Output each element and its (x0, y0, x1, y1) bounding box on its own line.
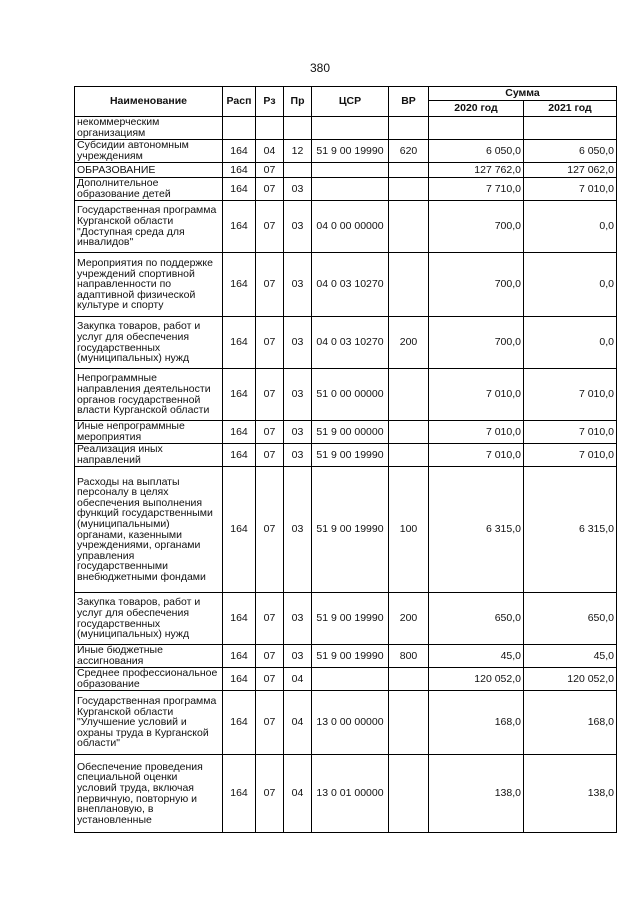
cell-y2020: 7 710,0 (429, 178, 524, 201)
cell-y2021: 7 010,0 (524, 444, 617, 467)
cell-y2020: 7 010,0 (429, 444, 524, 467)
cell-y2021: 0,0 (524, 317, 617, 369)
cell-csr: 04 0 03 10270 (312, 317, 389, 369)
table-row (75, 668, 617, 691)
table-row (75, 369, 617, 421)
cell-csr: 51 9 00 19990 (312, 140, 389, 163)
cell-rz: 07 (256, 593, 284, 645)
cell-y2020: 700,0 (429, 253, 524, 317)
cell-csr (312, 163, 389, 178)
table-row (75, 645, 617, 668)
table-row (75, 117, 617, 140)
table-body (75, 117, 617, 833)
cell-rasp: 164 (223, 444, 256, 467)
cell-y2021: 7 010,0 (524, 369, 617, 421)
header-2021: 2021 год (524, 101, 617, 117)
cell-pr: 12 (284, 140, 312, 163)
cell-vr: 100 (389, 467, 429, 593)
cell-vr: 800 (389, 645, 429, 668)
cell-y2021: 127 062,0 (524, 163, 617, 178)
cell-rz: 07 (256, 691, 284, 755)
cell-y2021: 6 315,0 (524, 467, 617, 593)
cell-y2020: 700,0 (429, 201, 524, 253)
cell-rasp: 164 (223, 163, 256, 178)
table-row (75, 467, 617, 593)
header-pr: Пр (284, 87, 312, 117)
cell-rasp: 164 (223, 317, 256, 369)
cell-y2021: 120 052,0 (524, 668, 617, 691)
header-rz: Рз (256, 87, 284, 117)
cell-name: Иные бюджетные ассигнования (75, 645, 223, 668)
cell-y2020: 7 010,0 (429, 421, 524, 444)
cell-y2021: 45,0 (524, 645, 617, 668)
page-number: 380 (309, 61, 331, 75)
cell-pr: 03 (284, 467, 312, 593)
cell-y2020: 6 050,0 (429, 140, 524, 163)
cell-rasp: 164 (223, 201, 256, 253)
cell-y2020: 168,0 (429, 691, 524, 755)
cell-vr: 200 (389, 593, 429, 645)
cell-rz: 07 (256, 444, 284, 467)
table-row (75, 691, 617, 755)
cell-rasp: 164 (223, 645, 256, 668)
cell-vr (389, 444, 429, 467)
cell-rasp: 164 (223, 178, 256, 201)
cell-y2021: 138,0 (524, 755, 617, 833)
cell-vr (389, 163, 429, 178)
cell-rasp: 164 (223, 691, 256, 755)
cell-name: Иные непрограммные мероприятия (75, 421, 223, 444)
cell-name: Закупка товаров, работ и услуг для обеспечения государственных (муниципальных) нужд (75, 593, 223, 645)
cell-vr (389, 253, 429, 317)
header-vr: ВР (389, 87, 429, 117)
cell-rz: 07 (256, 369, 284, 421)
cell-vr (389, 668, 429, 691)
cell-pr: 04 (284, 668, 312, 691)
cell-rz: 07 (256, 755, 284, 833)
cell-y2020: 120 052,0 (429, 668, 524, 691)
cell-name: Расходы на выплаты персоналу в целях обеспечения выполнения функций государственными (муниципальными) органами, казенными учреждениями, органами управления государственными внебюджетными фондами (75, 467, 223, 593)
cell-y2020: 6 315,0 (429, 467, 524, 593)
cell-y2021: 6 050,0 (524, 140, 617, 163)
table-row (75, 178, 617, 201)
cell-rz: 07 (256, 467, 284, 593)
cell-y2021: 0,0 (524, 253, 617, 317)
cell-vr: 200 (389, 317, 429, 369)
cell-csr: 51 9 00 19990 (312, 645, 389, 668)
table-row (75, 755, 617, 833)
cell-vr (389, 178, 429, 201)
table-row (75, 444, 617, 467)
cell-rz: 07 (256, 645, 284, 668)
cell-vr (389, 201, 429, 253)
cell-rasp: 164 (223, 593, 256, 645)
cell-name: некоммерческим организациям (75, 117, 223, 140)
cell-pr: 03 (284, 645, 312, 668)
cell-rasp: 164 (223, 253, 256, 317)
cell-pr: 03 (284, 201, 312, 253)
cell-vr (389, 755, 429, 833)
cell-name: Обеспечение проведения специальной оценки условий труда, включая первичную, повторную и внеплановую, в установленные (75, 755, 223, 833)
cell-y2021: 168,0 (524, 691, 617, 755)
cell-csr (312, 668, 389, 691)
cell-y2021 (524, 117, 617, 140)
cell-csr (312, 117, 389, 140)
cell-rz: 07 (256, 201, 284, 253)
cell-vr (389, 421, 429, 444)
cell-name: ОБРАЗОВАНИЕ (75, 163, 223, 178)
cell-y2020: 45,0 (429, 645, 524, 668)
cell-rz: 07 (256, 317, 284, 369)
cell-vr (389, 369, 429, 421)
cell-y2021: 7 010,0 (524, 178, 617, 201)
cell-pr (284, 163, 312, 178)
cell-rz: 04 (256, 140, 284, 163)
cell-csr: 51 9 00 19990 (312, 444, 389, 467)
cell-csr: 13 0 00 00000 (312, 691, 389, 755)
cell-y2020: 700,0 (429, 317, 524, 369)
cell-name: Реализация иных направлений (75, 444, 223, 467)
cell-vr (389, 117, 429, 140)
cell-csr (312, 178, 389, 201)
cell-rz: 07 (256, 253, 284, 317)
cell-rasp: 164 (223, 755, 256, 833)
cell-name: Непрограммные направления деятельности органов государственной власти Курганской области (75, 369, 223, 421)
table-row (75, 421, 617, 444)
cell-y2020: 650,0 (429, 593, 524, 645)
cell-csr: 04 0 00 00000 (312, 201, 389, 253)
cell-csr: 04 0 03 10270 (312, 253, 389, 317)
header-rasp: Расп (223, 87, 256, 117)
cell-rasp (223, 117, 256, 140)
cell-y2020: 127 762,0 (429, 163, 524, 178)
cell-csr: 51 0 00 00000 (312, 369, 389, 421)
cell-vr: 620 (389, 140, 429, 163)
cell-name: Государственная программа Курганской области "Доступная среда для инвалидов" (75, 201, 223, 253)
cell-pr: 03 (284, 317, 312, 369)
cell-rz: 07 (256, 421, 284, 444)
cell-pr: 03 (284, 593, 312, 645)
table-row (75, 163, 617, 178)
cell-y2020: 138,0 (429, 755, 524, 833)
cell-y2021: 0,0 (524, 201, 617, 253)
cell-pr: 04 (284, 691, 312, 755)
cell-rz: 07 (256, 178, 284, 201)
budget-table (74, 86, 617, 833)
cell-pr: 03 (284, 253, 312, 317)
cell-rasp: 164 (223, 140, 256, 163)
cell-rasp: 164 (223, 668, 256, 691)
cell-pr: 03 (284, 421, 312, 444)
header-csr: ЦСР (312, 87, 389, 117)
cell-csr: 51 9 00 19990 (312, 467, 389, 593)
cell-rasp: 164 (223, 467, 256, 593)
table-row (75, 593, 617, 645)
cell-name: Субсидии автономным учреждениям (75, 140, 223, 163)
header-sum: Сумма (429, 87, 617, 101)
table-row (75, 253, 617, 317)
cell-y2020: 7 010,0 (429, 369, 524, 421)
cell-name: Мероприятия по поддержке учреждений спортивной направленности по адаптивной физической культуре и спорту (75, 253, 223, 317)
cell-name: Закупка товаров, работ и услуг для обеспечения государственных (муниципальных) нужд (75, 317, 223, 369)
cell-pr: 03 (284, 444, 312, 467)
cell-rz: 07 (256, 163, 284, 178)
cell-pr: 03 (284, 369, 312, 421)
table-row (75, 317, 617, 369)
cell-csr: 51 9 00 19990 (312, 593, 389, 645)
cell-rasp: 164 (223, 421, 256, 444)
cell-pr: 03 (284, 178, 312, 201)
cell-y2021: 650,0 (524, 593, 617, 645)
cell-rz: 07 (256, 668, 284, 691)
cell-name: Среднее профессиональное образование (75, 668, 223, 691)
cell-pr: 04 (284, 755, 312, 833)
cell-y2021: 7 010,0 (524, 421, 617, 444)
table-row (75, 201, 617, 253)
cell-rasp: 164 (223, 369, 256, 421)
cell-pr (284, 117, 312, 140)
header-2020: 2020 год (429, 101, 524, 117)
header-name: Наименование (75, 87, 223, 117)
cell-rz (256, 117, 284, 140)
cell-name: Дополнительное образование детей (75, 178, 223, 201)
cell-csr: 13 0 01 00000 (312, 755, 389, 833)
cell-vr (389, 691, 429, 755)
cell-csr: 51 9 00 00000 (312, 421, 389, 444)
table-row (75, 140, 617, 163)
cell-y2020 (429, 117, 524, 140)
cell-name: Государственная программа Курганской области "Улучшение условий и охраны труда в Курганской области" (75, 691, 223, 755)
